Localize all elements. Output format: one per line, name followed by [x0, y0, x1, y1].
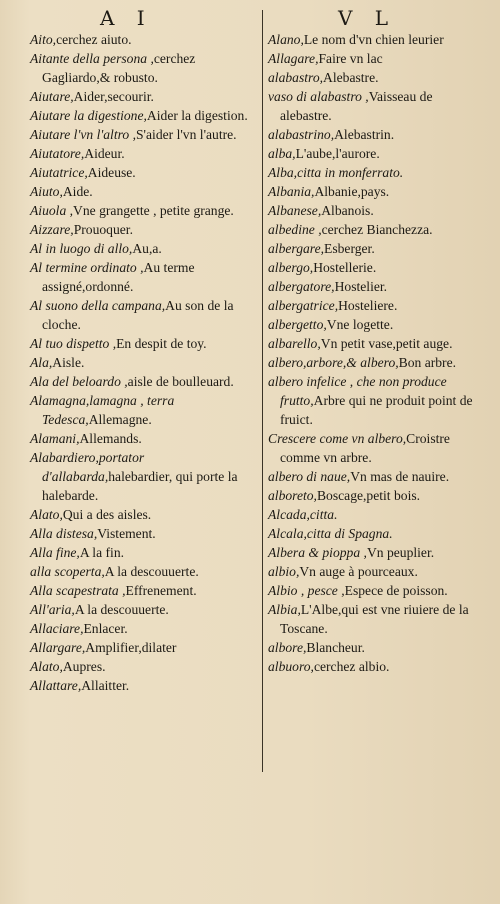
entry-definition: Prouoquer. [73, 222, 133, 237]
entry-definition: Vn mas de nauire. [350, 469, 450, 484]
entry-headword: albergatrice, [268, 298, 339, 313]
entry-headword: albuoro, [268, 659, 314, 674]
entry-definition: Faire vn lac [318, 51, 383, 66]
entry-definition: Boscage,petit bois. [316, 488, 421, 503]
right-column [268, 30, 482, 676]
entry-definition: Albanois. [321, 203, 374, 218]
dictionary-entry [30, 429, 258, 448]
entry-headword: Alcada,citta. [268, 507, 338, 522]
entry-definition: Alebastrin. [334, 127, 395, 142]
entry-headword: Alla distesa, [30, 526, 98, 541]
entry-definition: Au terme assigné,ordonné. [42, 260, 195, 294]
entry-headword: albedine , [268, 222, 322, 237]
entry-definition: En despit de toy. [116, 336, 207, 351]
entry-definition: A la descouuerte. [74, 602, 169, 617]
dictionary-entry [268, 315, 482, 334]
dictionary-entry [268, 505, 482, 524]
dictionary-entry [30, 334, 258, 353]
entry-definition: A la fin. [79, 545, 125, 560]
entry-headword: alabastrino, [268, 127, 335, 142]
dictionary-entry [268, 201, 482, 220]
dictionary-entry [268, 581, 482, 600]
entry-headword: Aiuto, [30, 184, 63, 199]
column-divider [262, 10, 263, 772]
dictionary-entry [30, 562, 258, 581]
dictionary-entry [268, 334, 482, 353]
running-head-right: V L [338, 6, 397, 30]
entry-definition: Allemagne. [88, 412, 152, 427]
entry-definition: Bon arbre. [398, 355, 457, 370]
entry-definition: Aider,secourir. [73, 89, 154, 104]
dictionary-entry [30, 87, 258, 106]
entry-headword: Alato, [30, 659, 63, 674]
dictionary-entry [30, 448, 258, 505]
entry-headword: Alba,citta in monferrato. [268, 165, 404, 180]
entry-headword: albore, [268, 640, 307, 655]
dictionary-entry [30, 505, 258, 524]
entry-headword: Ala, [30, 355, 53, 370]
entry-headword: Allagare, [268, 51, 319, 66]
entry-headword: Albia, [268, 602, 301, 617]
entry-headword: All'aria, [30, 602, 75, 617]
entry-definition: Au,a. [132, 241, 162, 256]
dictionary-entry [268, 277, 482, 296]
entry-headword: Al tuo dispetto , [30, 336, 117, 351]
entry-definition: Qui a des aisles. [62, 507, 152, 522]
dictionary-entry [30, 296, 258, 334]
dictionary-entry [30, 30, 258, 49]
dictionary-entry [268, 543, 482, 562]
entry-definition: Allaitter. [81, 678, 130, 693]
dictionary-entry [268, 600, 482, 638]
running-head-left: A I [100, 6, 153, 30]
entry-definition: Vn petit vase,petit auge. [320, 336, 453, 351]
dictionary-entry [268, 125, 482, 144]
entry-headword: Aiuola , [30, 203, 74, 218]
dictionary-entry [30, 106, 258, 125]
entry-definition: Vn auge à pourceaux. [299, 564, 418, 579]
entry-definition: Hostelier. [334, 279, 388, 294]
entry-definition: L'aube,l'aurore. [295, 146, 380, 161]
entry-headword: Albania, [268, 184, 315, 199]
dictionary-entry [30, 638, 258, 657]
entry-definition: halebardier, qui porte la halebarde. [42, 469, 238, 503]
entry-headword: albero infelice , che non produce frutto, [268, 374, 447, 408]
dictionary-entry [30, 600, 258, 619]
dictionary-entry [30, 220, 258, 239]
dictionary-entry [268, 220, 482, 239]
entry-headword: alboreto, [268, 488, 317, 503]
entry-definition: cerchez albio. [313, 659, 390, 674]
entry-headword: albero,arbore,& albero, [268, 355, 399, 370]
entry-headword: Aitante della persona , [30, 51, 154, 66]
entry-definition: Croistre comme vn arbre. [280, 431, 450, 465]
dictionary-entry [268, 353, 482, 372]
dictionary-entry [30, 619, 258, 638]
entry-definition: Aisle. [52, 355, 85, 370]
entry-definition: Au son de la cloche. [42, 298, 234, 332]
entry-headword: Al suono della campana, [30, 298, 166, 313]
entry-definition: Vne logette. [326, 317, 394, 332]
dictionary-entry [268, 87, 482, 125]
dictionary-entry [30, 353, 258, 372]
dictionary-entry [268, 49, 482, 68]
entry-headword: Aiutare, [30, 89, 74, 104]
entry-headword: Allargare, [30, 640, 86, 655]
dictionary-entry [30, 182, 258, 201]
entry-definition: cerchez aiuto. [56, 32, 132, 47]
entry-headword: albergo, [268, 260, 314, 275]
entry-headword: vaso di alabastro , [268, 89, 369, 104]
entry-definition: Vn peuplier. [366, 545, 435, 560]
entry-headword: alabastro, [268, 70, 324, 85]
dictionary-entry [268, 467, 482, 486]
entry-headword: albergetto, [268, 317, 327, 332]
entry-headword: Alcala,citta di Spagna. [268, 526, 393, 541]
dictionary-entry [268, 239, 482, 258]
entry-headword: Aiutatrice, [30, 165, 88, 180]
dictionary-entry [30, 201, 258, 220]
entry-definition: Alebastre. [323, 70, 379, 85]
dictionary-entry [30, 676, 258, 695]
entry-headword: albergatore, [268, 279, 335, 294]
entry-definition: Vaisseau de alebastre. [280, 89, 433, 123]
entry-headword: Albanese, [268, 203, 322, 218]
entry-headword: Aito, [30, 32, 57, 47]
entry-definition: Hostellerie. [313, 260, 377, 275]
entry-headword: Aiutare l'vn l'altro , [30, 127, 136, 142]
entry-headword: Albera & pioppa , [268, 545, 367, 560]
entry-headword: Alamagna,lamagna , terra Tedesca, [30, 393, 175, 427]
dictionary-entry [268, 68, 482, 87]
entry-definition: Aide. [62, 184, 93, 199]
dictionary-entry [30, 163, 258, 182]
dictionary-entry [30, 581, 258, 600]
dictionary-entry [268, 296, 482, 315]
entry-definition: L'Albe,qui est vne riuiere de la Toscane. [280, 602, 469, 636]
dictionary-entry [268, 372, 482, 429]
entry-definition: Aider la digestion. [146, 108, 248, 123]
entry-definition: Amplifier,dilater [85, 640, 177, 655]
entry-headword: albio, [268, 564, 300, 579]
dictionary-entry [268, 486, 482, 505]
dictionary-entry [30, 144, 258, 163]
entry-definition: Aideur. [84, 146, 125, 161]
entry-definition: Vne grangette , petite grange. [73, 203, 234, 218]
entry-headword: albarello, [268, 336, 321, 351]
entry-definition: A la descouuerte. [104, 564, 199, 579]
entry-definition: Hosteliere. [338, 298, 398, 313]
entry-headword: Ala del beloardo , [30, 374, 128, 389]
entry-headword: Allattare, [30, 678, 82, 693]
dictionary-entry [30, 372, 258, 391]
dictionary-entry [30, 543, 258, 562]
entry-headword: Aizzare, [30, 222, 74, 237]
dictionary-entry [30, 657, 258, 676]
dictionary-entry [268, 30, 482, 49]
entry-definition: Blancheur. [306, 640, 365, 655]
entry-headword: Alla scapestrata , [30, 583, 126, 598]
entry-headword: Alla fine, [30, 545, 80, 560]
entry-headword: alla scoperta, [30, 564, 105, 579]
entry-definition: cerchez Gagliardo,& robusto. [42, 51, 196, 85]
entry-definition: Effrenement. [125, 583, 197, 598]
dictionary-entry [30, 524, 258, 543]
dictionary-entry [268, 657, 482, 676]
entry-headword: albero di naue, [268, 469, 351, 484]
dictionary-entry [268, 562, 482, 581]
entry-definition: cerchez Bianchezza. [321, 222, 433, 237]
entry-definition: Enlacer. [83, 621, 128, 636]
entry-definition: Aideuse. [87, 165, 136, 180]
dictionary-entry [30, 391, 258, 429]
entry-definition: Albanie,pays. [314, 184, 390, 199]
left-column [30, 30, 258, 695]
dictionary-entry [268, 258, 482, 277]
dictionary-entry [268, 524, 482, 543]
entry-headword: albergare, [268, 241, 325, 256]
entry-definition: Espece de poisson. [344, 583, 448, 598]
dictionary-entry [30, 258, 258, 296]
entry-headword: Allaciare, [30, 621, 84, 636]
entry-definition: Allemands. [79, 431, 142, 446]
dictionary-entry [268, 182, 482, 201]
entry-headword: Aiutatore, [30, 146, 85, 161]
entry-headword: Al in luogo di allo, [30, 241, 133, 256]
entry-definition: Vistement. [97, 526, 156, 541]
entry-headword: Alabardiero,portator d'allabarda, [30, 450, 145, 484]
dictionary-entry [268, 144, 482, 163]
entry-headword: Al termine ordinato , [30, 260, 144, 275]
entry-headword: Alato, [30, 507, 63, 522]
entry-headword: alba, [268, 146, 296, 161]
dictionary-entry [30, 239, 258, 258]
running-head [0, 6, 500, 32]
dictionary-entry [268, 163, 482, 182]
entry-headword: Alano, [268, 32, 304, 47]
entry-headword: Crescere come vn albero, [268, 431, 407, 446]
entry-definition: Le nom d'vn chien leurier [303, 32, 444, 47]
entry-definition: aisle de boulleuard. [127, 374, 234, 389]
entry-headword: Albio , pesce , [268, 583, 345, 598]
entry-definition: Esberger. [324, 241, 375, 256]
entry-definition: Arbre qui ne produit point de fruict. [280, 393, 473, 427]
entry-headword: Aiutare la digestione, [30, 108, 147, 123]
dictionary-entry [268, 638, 482, 657]
entry-definition: S'aider l'vn l'autre. [136, 127, 237, 142]
entry-definition: Aupres. [62, 659, 106, 674]
dictionary-entry [268, 429, 482, 467]
dictionary-entry [30, 125, 258, 144]
dictionary-entry [30, 49, 258, 87]
entry-headword: Alamani, [30, 431, 80, 446]
